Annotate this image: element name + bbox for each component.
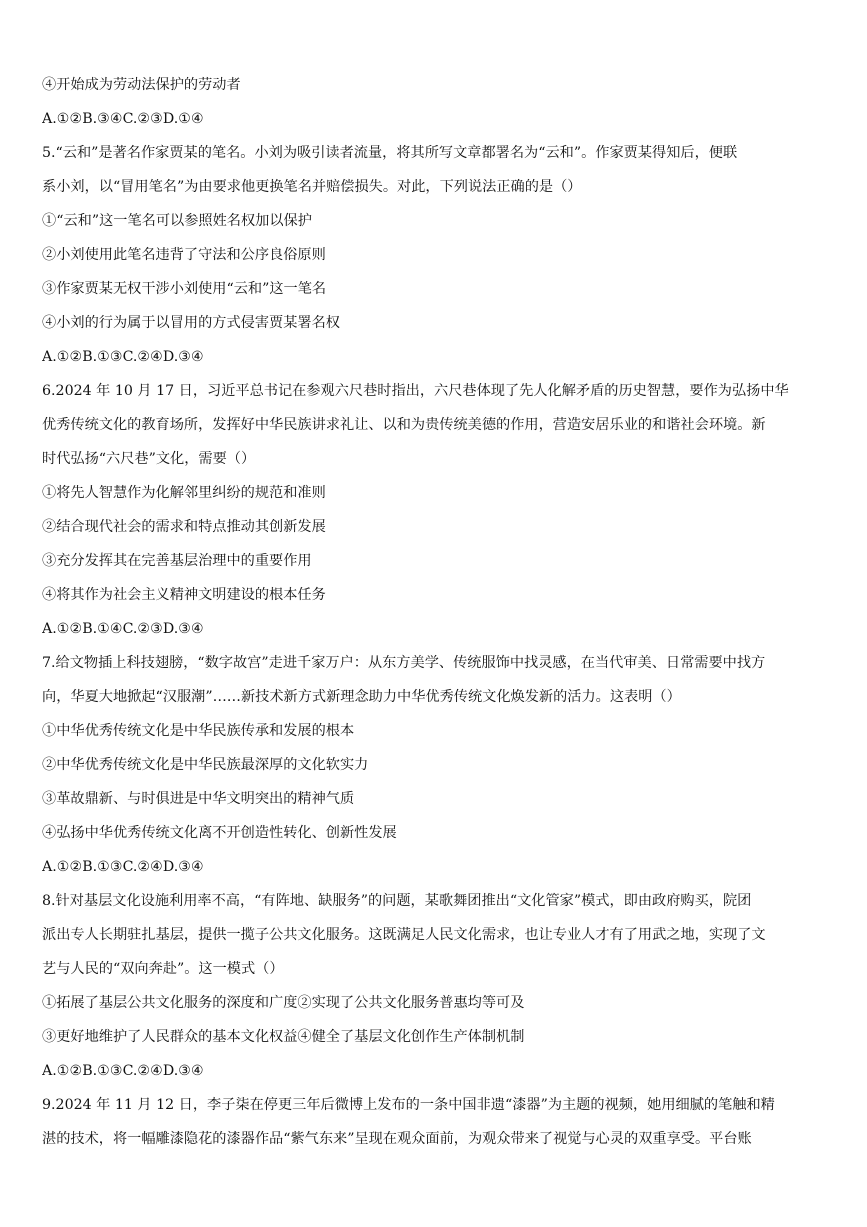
question-stem-line: 7.给文物插上科技翅膀，“数字故宫”走进千家万户：从东方美学、传统服饰中找灵感，在当代审美、日常需要中找方 [42,655,766,671]
answer-choices: A.①②B.①③C.②④D.③④ [42,859,204,875]
option-line: ③充分发挥其在完善基层治理中的重要作用 [42,553,312,569]
option-line: ②中华优秀传统文化是中华民族最深厚的文化软实力 [42,757,369,773]
option-line: ④将其作为社会主义精神文明建设的根本任务 [42,587,326,603]
question-stem-line: 9.2024 年 11 月 12 日，李子柒在停更三年后微博上发布的一条中国非遗“漆器”为主题的视频，她用细腻的笔触和精 [42,1097,775,1113]
option-line: ③更好地维护了人民群众的基本文化权益④健全了基层文化创作生产体制机制 [42,1029,525,1045]
answer-choices: A.①②B.①④C.②③D.③④ [42,621,204,637]
question-stem-line: 艺与人民的“双向奔赴”。这一模式（） [42,961,284,977]
question-stem-line: 系小刘，以“冒用笔名”为由要求他更换笔名并赔偿损失。对此，下列说法正确的是（） [42,179,582,195]
option-line: ②结合现代社会的需求和特点推动其创新发展 [42,519,326,535]
question-stem-line: 优秀传统文化的教育场所，发挥好中华民族讲求礼让、以和为贵传统美德的作用，营造安居乐业的和谐社会环境。新 [42,417,766,433]
question-stem-line: 向，华夏大地掀起“汉服潮”……新技术新方式新理念助力中华优秀传统文化焕发新的活力。这表明（） [42,689,681,705]
question-5 [42,136,825,374]
question-9 [42,1088,825,1156]
answer-choices: A.①②B.③④C.②③D.①④ [42,111,204,127]
option-line: ①将先人智慧作为化解邻里纠纷的规范和准则 [42,485,326,501]
question-stem-line: 派出专人长期驻扎基层，提供一揽子公共文化服务。这既满足人民文化需求，也让专业人才有了用武之地，实现了文 [42,927,766,943]
question-stem-line: 时代弘扬“六尺巷”文化，需要（） [42,451,256,467]
question-8 [42,884,825,1088]
question-stem-line: 8.针对基层文化设施利用率不高，“有阵地、缺服务”的问题，某歌舞团推出“文化管家”模式，即由政府购买，院团 [42,893,752,909]
question-stem-line: 湛的技术，将一幅雕漆隐花的漆器作品“紫气东来”呈现在观众面前，为观众带来了视觉与心灵的双重享受。平台账 [42,1131,752,1147]
answer-choices: A.①②B.①③C.②④D.③④ [42,349,204,365]
answer-choices: A.①②B.①③C.②④D.③④ [42,1063,204,1079]
option-line: ③作家贾某无权干涉小刘使用“云和”这一笔名 [42,281,327,297]
question-7 [42,646,825,884]
question-stem-line: 5.“云和”是著名作家贾某的笔名。小刘为吸引读者流量，将其所写文章都署名为“云和”。作家贾某得知后，便联 [42,145,738,161]
option-line: ④弘扬中华优秀传统文化离不开创造性转化、创新性发展 [42,825,397,841]
question-stem-line: 6.2024 年 10 月 17 日，习近平总书记在参观六尺巷时指出，六尺巷体现了先人化解矛盾的历史智慧，要作为弘扬中华 [42,383,789,399]
option-line: ①中华优秀传统文化是中华民族传承和发展的根本 [42,723,355,739]
option-line: ①拓展了基层公共文化服务的深度和广度②实现了公共文化服务普惠均等可及 [42,995,525,1011]
option-line: ④小刘的行为属于以冒用的方式侵害贾某署名权 [42,315,340,331]
option-line: ①“云和”这一笔名可以参照姓名权加以保护 [42,213,312,229]
option-line: ②小刘使用此笔名违背了守法和公序良俗原则 [42,247,326,263]
option-line: ④开始成为劳动法保护的劳动者 [42,77,241,93]
question-6 [42,374,825,646]
option-line: ③革故鼎新、与时俱进是中华文明突出的精神气质 [42,791,355,807]
